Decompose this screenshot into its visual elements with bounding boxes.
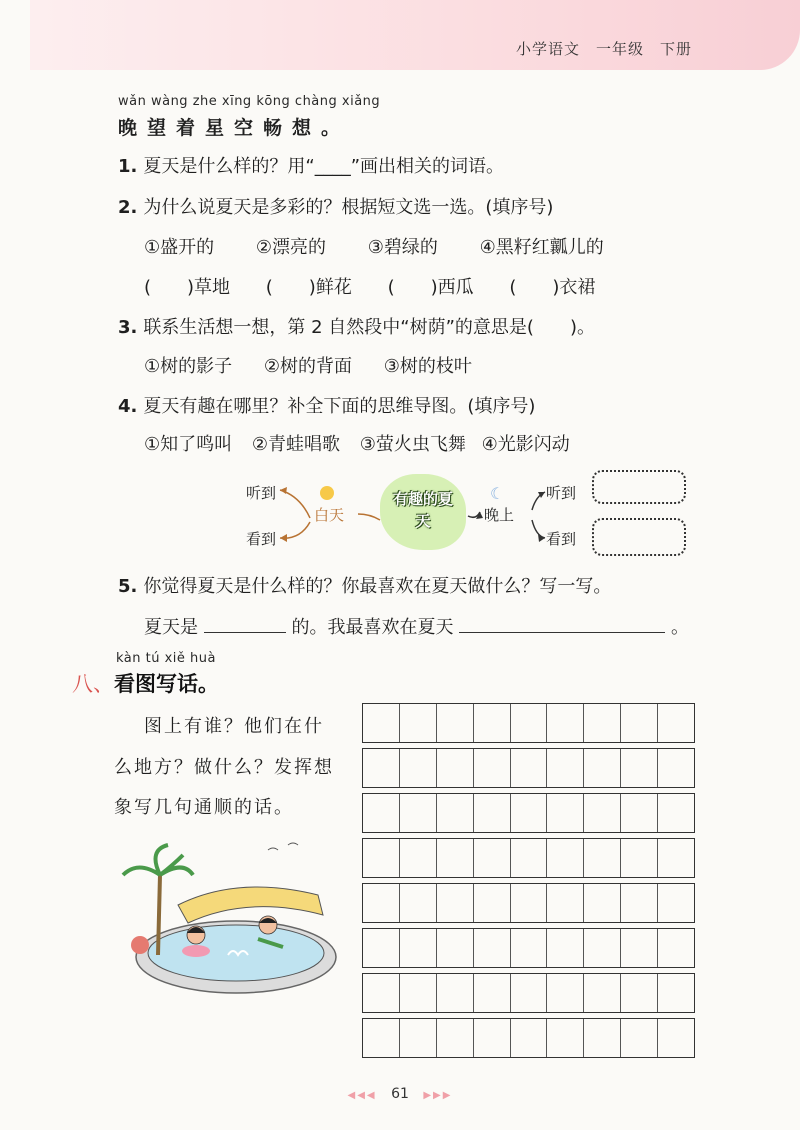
question-text: 夏天是什么样的？用“____”画出相关的词语。 bbox=[143, 156, 505, 177]
q2-options bbox=[144, 233, 604, 259]
grid-cell[interactable] bbox=[437, 749, 474, 787]
grid-cell[interactable] bbox=[621, 839, 658, 877]
grid-cell[interactable] bbox=[511, 974, 548, 1012]
option: ④黑籽红瓤儿的 bbox=[479, 237, 604, 258]
intro-pinyin: wǎn wàng zhe xīng kōng chàng xiǎng bbox=[118, 94, 381, 109]
grid-cell[interactable] bbox=[400, 929, 437, 967]
grid-cell[interactable] bbox=[658, 704, 694, 742]
prompt-line: 图上有谁？他们在什 bbox=[144, 716, 324, 737]
grid-cell[interactable] bbox=[400, 794, 437, 832]
grid-cell[interactable] bbox=[547, 749, 584, 787]
grid-row bbox=[362, 928, 695, 968]
question-text: 为什么说夏天是多彩的？根据短文选一选。(填序号) bbox=[143, 197, 554, 218]
grid-cell[interactable] bbox=[658, 749, 694, 787]
grid-cell[interactable] bbox=[474, 794, 511, 832]
grid-row bbox=[362, 838, 695, 878]
blank-answer[interactable]: ( )草地 bbox=[144, 277, 231, 298]
q4-options bbox=[144, 430, 570, 456]
grid-cell[interactable] bbox=[400, 749, 437, 787]
grid-cell[interactable] bbox=[584, 929, 621, 967]
grid-cell[interactable] bbox=[437, 704, 474, 742]
label-see-left: 看到 bbox=[246, 530, 277, 548]
option: ③树的枝叶 bbox=[383, 356, 472, 377]
option: ①树的影子 bbox=[144, 356, 233, 377]
grid-cell[interactable] bbox=[584, 839, 621, 877]
grid-cell[interactable] bbox=[547, 974, 584, 1012]
grid-cell[interactable] bbox=[547, 929, 584, 967]
grid-row bbox=[362, 883, 695, 923]
grid-cell[interactable] bbox=[658, 1019, 694, 1057]
blank-answer[interactable]: ( )衣裙 bbox=[509, 277, 596, 298]
label-hear-left: 听到 bbox=[246, 484, 277, 502]
grid-cell[interactable] bbox=[400, 704, 437, 742]
grid-cell[interactable] bbox=[437, 839, 474, 877]
grid-cell[interactable] bbox=[400, 884, 437, 922]
question-text: 你觉得夏天是什么样的？你最喜欢在夏天做什么？写一写。 bbox=[143, 576, 612, 597]
grid-row bbox=[362, 1018, 695, 1058]
center-title: 有趣的夏天 bbox=[392, 490, 453, 530]
grid-cell[interactable] bbox=[511, 929, 548, 967]
grid-cell[interactable] bbox=[547, 1019, 584, 1057]
grid-cell[interactable] bbox=[584, 884, 621, 922]
question-number: 4. bbox=[118, 396, 138, 417]
prompt-line: 象写几句通顺的话。 bbox=[114, 797, 294, 818]
question-1 bbox=[118, 152, 504, 178]
grid-cell[interactable] bbox=[511, 704, 548, 742]
grid-cell[interactable] bbox=[584, 1019, 621, 1057]
grid-cell[interactable] bbox=[437, 974, 474, 1012]
grid-cell[interactable] bbox=[547, 884, 584, 922]
q3-options bbox=[144, 352, 498, 378]
question-3 bbox=[118, 313, 595, 339]
grid-cell[interactable] bbox=[621, 749, 658, 787]
grid-cell[interactable] bbox=[474, 749, 511, 787]
pool-illustration bbox=[118, 835, 338, 1005]
prompt-line: 么地方？做什么？发挥想 bbox=[114, 757, 334, 778]
grid-cell[interactable] bbox=[363, 704, 400, 742]
grid-cell[interactable] bbox=[584, 974, 621, 1012]
intro-hanzi: 晚望着星空畅想。 bbox=[118, 117, 351, 139]
grid-cell[interactable] bbox=[437, 929, 474, 967]
grid-cell[interactable] bbox=[621, 974, 658, 1012]
grid-cell[interactable] bbox=[621, 794, 658, 832]
blank-answer[interactable]: ( )鲜花 bbox=[265, 277, 352, 298]
mind-map bbox=[240, 466, 700, 566]
question-text: 夏天有趣在哪里？补全下面的思维导图。(填序号) bbox=[143, 396, 536, 417]
grid-cell[interactable] bbox=[363, 749, 400, 787]
grid-cell[interactable] bbox=[400, 839, 437, 877]
grid-cell[interactable] bbox=[511, 749, 548, 787]
grid-cell[interactable] bbox=[584, 794, 621, 832]
page-number: 61 bbox=[391, 1086, 409, 1102]
grid-row bbox=[362, 748, 695, 788]
question-number: 3. bbox=[118, 317, 138, 338]
page-footer bbox=[0, 1086, 800, 1102]
label-day: 白天 bbox=[314, 506, 345, 524]
option: ③萤火虫飞舞 bbox=[359, 434, 466, 455]
grid-cell[interactable] bbox=[437, 884, 474, 922]
grid-cell[interactable] bbox=[363, 794, 400, 832]
question-2 bbox=[118, 193, 553, 219]
answer-box-hear[interactable] bbox=[592, 470, 686, 504]
grid-cell[interactable] bbox=[474, 704, 511, 742]
option: ①知了鸣叫 bbox=[144, 434, 233, 455]
grid-cell[interactable] bbox=[474, 884, 511, 922]
right-arrows-icon: ▶▶▶ bbox=[423, 1090, 453, 1101]
grid-cell[interactable] bbox=[363, 839, 400, 877]
grid-cell[interactable] bbox=[363, 974, 400, 1012]
q5-blank-1[interactable] bbox=[204, 614, 286, 633]
grid-row bbox=[362, 703, 695, 743]
question-number: 1. bbox=[118, 156, 138, 177]
grid-cell[interactable] bbox=[437, 1019, 474, 1057]
q5-part3: 。 bbox=[670, 617, 689, 638]
grid-cell[interactable] bbox=[437, 794, 474, 832]
grid-cell[interactable] bbox=[474, 839, 511, 877]
sun-icon bbox=[320, 486, 334, 500]
grid-cell[interactable] bbox=[474, 929, 511, 967]
grid-cell[interactable] bbox=[621, 884, 658, 922]
grid-cell[interactable] bbox=[621, 704, 658, 742]
grid-cell[interactable] bbox=[658, 884, 694, 922]
grid-cell[interactable] bbox=[547, 839, 584, 877]
grid-cell[interactable] bbox=[474, 1019, 511, 1057]
q5-part2: 的。我最喜欢在夏天 bbox=[291, 617, 454, 638]
section-number: 八、 bbox=[72, 672, 114, 696]
q5-part1: 夏天是 bbox=[144, 617, 198, 638]
label-night: 晚上 bbox=[484, 506, 515, 524]
grid-cell[interactable] bbox=[363, 929, 400, 967]
question-4 bbox=[118, 392, 535, 418]
label-hear-right: 听到 bbox=[546, 484, 577, 502]
q5-blank-2[interactable] bbox=[459, 614, 665, 633]
question-number: 2. bbox=[118, 197, 138, 218]
book-title: 小学语文 一年级 下册 bbox=[515, 40, 692, 58]
section8-pinyin: kàn tú xiě huà bbox=[116, 651, 216, 666]
grid-row bbox=[362, 793, 695, 833]
grid-cell[interactable] bbox=[621, 1019, 658, 1057]
grid-cell[interactable] bbox=[584, 704, 621, 742]
grid-cell[interactable] bbox=[584, 749, 621, 787]
grid-cell[interactable] bbox=[363, 1019, 400, 1057]
header-band bbox=[10, 0, 800, 70]
option: ②青蛙唱歌 bbox=[251, 434, 341, 455]
grid-cell[interactable] bbox=[474, 974, 511, 1012]
grid-cell[interactable] bbox=[658, 794, 694, 832]
grid-row bbox=[362, 973, 695, 1013]
grid-cell[interactable] bbox=[511, 884, 548, 922]
moon-icon: ☾ bbox=[490, 484, 505, 503]
q5-sentence bbox=[144, 613, 689, 639]
q2-blanks bbox=[144, 273, 595, 299]
section8-heading bbox=[72, 668, 219, 698]
option: ③碧绿的 bbox=[367, 237, 438, 258]
answer-box-see[interactable] bbox=[592, 518, 686, 556]
question-number: 5. bbox=[118, 576, 138, 597]
grid-cell[interactable] bbox=[511, 794, 548, 832]
grid-cell[interactable] bbox=[511, 839, 548, 877]
grid-cell[interactable] bbox=[658, 974, 694, 1012]
grid-cell[interactable] bbox=[547, 794, 584, 832]
grid-cell[interactable] bbox=[400, 974, 437, 1012]
writing-grid[interactable] bbox=[362, 703, 695, 1058]
option: ①盛开的 bbox=[144, 237, 215, 258]
question-text: 联系生活想一想，第 2 自然段中“树荫”的意思是( )。 bbox=[143, 317, 595, 338]
grid-cell[interactable] bbox=[400, 1019, 437, 1057]
grid-cell[interactable] bbox=[658, 839, 694, 877]
option: ②漂亮的 bbox=[255, 237, 327, 258]
grid-cell[interactable] bbox=[621, 929, 658, 967]
option: ②树的背面 bbox=[263, 356, 353, 377]
blank-answer[interactable]: ( )西瓜 bbox=[387, 277, 474, 298]
grid-cell[interactable] bbox=[547, 704, 584, 742]
label-see-right: 看到 bbox=[546, 530, 577, 548]
question-5 bbox=[118, 572, 611, 598]
grid-cell[interactable] bbox=[363, 884, 400, 922]
grid-cell[interactable] bbox=[658, 929, 694, 967]
option: ④光影闪动 bbox=[481, 434, 570, 455]
grid-cell[interactable] bbox=[511, 1019, 548, 1057]
left-arrows-icon: ◀◀◀ bbox=[347, 1090, 377, 1101]
section-title: 看图写话。 bbox=[114, 672, 219, 696]
